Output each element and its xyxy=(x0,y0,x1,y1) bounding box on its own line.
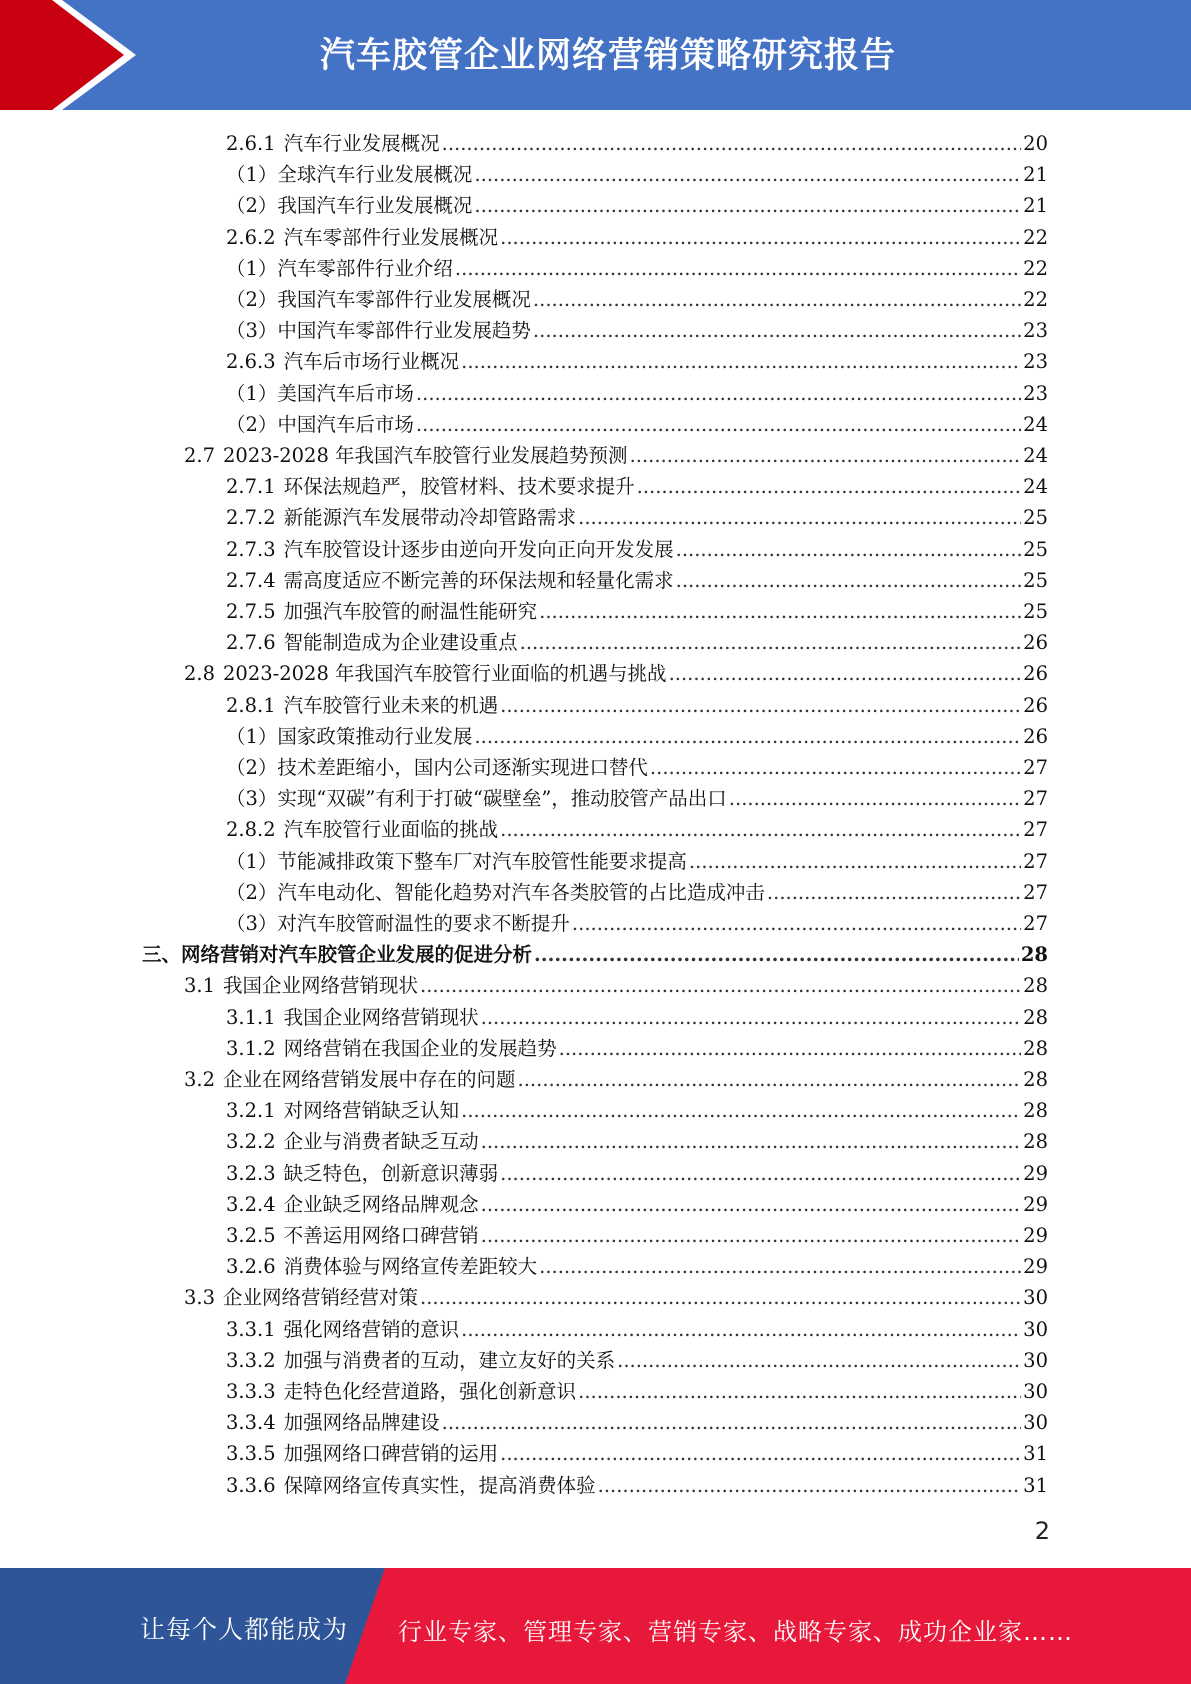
toc-entry-page: 29 xyxy=(1023,1162,1048,1185)
toc-entry-title: 我国企业网络营销现状 xyxy=(223,974,419,997)
toc-dot-leader xyxy=(455,253,1021,284)
toc-entry-title: 我国企业网络营销现状 xyxy=(283,1006,479,1029)
toc-entry-title: 保障网络宣传真实性，提高消费体验 xyxy=(283,1474,596,1497)
toc-entry-number: 2.6.2 xyxy=(226,226,276,249)
toc-entry-page: 27 xyxy=(1023,756,1048,779)
toc-entry[interactable] xyxy=(226,752,1048,783)
toc-entry-title: 企业与消费者缺乏互动 xyxy=(283,1130,479,1153)
toc-entry[interactable] xyxy=(226,1095,1048,1126)
toc-dot-leader xyxy=(416,409,1021,440)
toc-dot-leader xyxy=(481,1002,1022,1033)
toc-entry-title: 汽车胶管设计逐步由逆向开发向正向开发发展 xyxy=(283,538,674,561)
toc-entry-number: 2.7 xyxy=(184,444,216,467)
toc-entry-title: （2）我国汽车行业发展概况 xyxy=(226,194,473,217)
toc-entry-title: 企业网络营销经营对策 xyxy=(223,1286,419,1309)
toc-entry[interactable] xyxy=(226,315,1048,346)
toc-entry-title: （2）汽车电动化、智能化趋势对汽车各类胶管的占比造成冲击 xyxy=(226,881,765,904)
toc-entry[interactable] xyxy=(226,159,1048,190)
toc-entry[interactable] xyxy=(226,378,1048,409)
toc-dot-leader xyxy=(533,315,1021,346)
toc-dot-leader xyxy=(598,1470,1022,1501)
toc-entry-page: 24 xyxy=(1023,444,1048,467)
toc-dot-leader xyxy=(500,690,1021,721)
toc-entry-number: 2.7.4 xyxy=(226,569,276,592)
toc-entry-number: 3.2.3 xyxy=(226,1162,276,1185)
toc-dot-leader xyxy=(520,627,1022,658)
toc-entry-page: 27 xyxy=(1023,850,1048,873)
footer-slogan-right: 行业专家、管理专家、营销专家、战略专家、成功企业家…… xyxy=(398,1618,1073,1646)
toc-entry[interactable] xyxy=(184,970,1048,1001)
toc-entry[interactable] xyxy=(226,908,1048,939)
toc-dot-leader xyxy=(474,721,1021,752)
toc-entry-title: 汽车胶管行业未来的机遇 xyxy=(283,694,499,717)
toc-entry-number: 2.8 xyxy=(184,662,216,685)
toc-entry-page: 30 xyxy=(1023,1286,1048,1309)
toc-entry-number: 3.2.5 xyxy=(226,1224,276,1247)
toc-entry[interactable] xyxy=(184,658,1048,689)
toc-entry-number: 3.3.1 xyxy=(226,1318,276,1341)
toc-entry[interactable] xyxy=(226,627,1048,658)
toc-entry[interactable] xyxy=(226,471,1048,502)
toc-entry-page: 29 xyxy=(1023,1255,1048,1278)
toc-entry-page: 30 xyxy=(1023,1318,1048,1341)
toc-entry[interactable] xyxy=(226,814,1048,845)
toc-entry-number: 3.3.5 xyxy=(226,1442,276,1465)
toc-entry-title: （1）全球汽车行业发展概况 xyxy=(226,163,473,186)
toc-entry-page: 24 xyxy=(1023,475,1048,498)
toc-entry-title: 2023-2028 年我国汽车胶管行业发展趋势预测 xyxy=(223,444,628,467)
toc-entry-page: 21 xyxy=(1023,194,1048,217)
toc-entry-page: 26 xyxy=(1023,694,1048,717)
toc-dot-leader xyxy=(539,596,1021,627)
toc-dot-leader xyxy=(689,846,1021,877)
toc-entry-title: （3）实现“双碳”有利于打破“碳壁垒”，推动胶管产品出口 xyxy=(226,787,727,810)
toc-entry[interactable] xyxy=(226,1438,1048,1469)
toc-dot-leader xyxy=(676,534,1022,565)
toc-dot-leader xyxy=(461,1314,1021,1345)
toc-entry[interactable] xyxy=(226,1251,1048,1282)
toc-entry-number: 2.7.3 xyxy=(226,538,276,561)
toc-dot-leader xyxy=(416,378,1021,409)
toc-entry-page: 29 xyxy=(1023,1224,1048,1247)
toc-entry-title: 消费体验与网络宣传差距较大 xyxy=(283,1255,538,1278)
toc-dot-leader xyxy=(533,284,1021,315)
toc-dot-leader xyxy=(617,1345,1021,1376)
toc-dot-leader xyxy=(420,970,1021,1001)
toc-entry-title: （2）技术差距缩小，国内公司逐渐实现进口替代 xyxy=(226,756,648,779)
toc-entry[interactable] xyxy=(226,253,1048,284)
toc-entry[interactable] xyxy=(226,1158,1048,1189)
toc-entry[interactable] xyxy=(226,346,1048,377)
toc-entry-page: 31 xyxy=(1023,1474,1048,1497)
toc-entry-number: 2.8.2 xyxy=(226,818,276,841)
toc-entry[interactable] xyxy=(184,440,1048,471)
toc-dot-leader xyxy=(676,565,1022,596)
toc-entry-page: 25 xyxy=(1023,538,1048,561)
toc-entry-page: 27 xyxy=(1023,818,1048,841)
toc-entry-title: 汽车行业发展概况 xyxy=(283,132,440,155)
toc-entry-title: 新能源汽车发展带动冷却管路需求 xyxy=(283,506,577,529)
toc-entry-title: 企业缺乏网络品牌观念 xyxy=(283,1193,479,1216)
page-header xyxy=(0,0,1191,110)
toc-dot-leader xyxy=(637,471,1022,502)
toc-entry-page: 26 xyxy=(1023,662,1048,685)
toc-entry[interactable] xyxy=(226,190,1048,221)
toc-dot-leader xyxy=(767,877,1021,908)
toc-dot-leader xyxy=(534,939,1019,970)
toc-entry[interactable] xyxy=(142,939,1048,970)
toc-entry-title: （1）节能减排政策下整车厂对汽车胶管性能要求提高 xyxy=(226,850,687,873)
toc-entry-number: 2.7.5 xyxy=(226,600,276,623)
toc-entry-number: 2.7.6 xyxy=(226,631,276,654)
toc-dot-leader xyxy=(474,190,1021,221)
toc-dot-leader xyxy=(578,1376,1021,1407)
toc-dot-leader xyxy=(442,1407,1022,1438)
toc-dot-leader xyxy=(559,1033,1022,1064)
toc-entry[interactable] xyxy=(226,1220,1048,1251)
toc-entry-number: 3.3.6 xyxy=(226,1474,276,1497)
toc-entry-title: （3）对汽车胶管耐温性的要求不断提升 xyxy=(226,912,570,935)
toc-entry-page: 28 xyxy=(1023,1006,1048,1029)
toc-entry-page: 30 xyxy=(1023,1380,1048,1403)
toc-entry-title: （1）国家政策推动行业发展 xyxy=(226,725,473,748)
toc-entry-number: 3.3.4 xyxy=(226,1411,276,1434)
toc-entry-page: 22 xyxy=(1023,288,1048,311)
toc-entry[interactable] xyxy=(226,877,1048,908)
toc-dot-leader xyxy=(481,1220,1022,1251)
toc-entry-title: 三、网络营销对汽车胶管企业发展的促进分析 xyxy=(142,943,533,966)
toc-entry-number: 2.6.3 xyxy=(226,350,276,373)
toc-entry-page: 25 xyxy=(1023,569,1048,592)
toc-entry-number: 3.2.6 xyxy=(226,1255,276,1278)
toc-entry-title: 走特色化经营道路，强化创新意识 xyxy=(283,1380,577,1403)
toc-entry-page: 21 xyxy=(1023,163,1048,186)
toc-entry-page: 22 xyxy=(1023,257,1048,280)
toc-entry-page: 28 xyxy=(1020,943,1048,966)
toc-entry-title: 汽车零部件行业发展概况 xyxy=(283,226,499,249)
toc-entry-page: 25 xyxy=(1023,600,1048,623)
toc-entry-number: 3.1.2 xyxy=(226,1037,276,1060)
toc-entry[interactable] xyxy=(226,846,1048,877)
toc-entry-title: 不善运用网络口碑营销 xyxy=(283,1224,479,1247)
toc-entry[interactable] xyxy=(226,409,1048,440)
toc-entry-page: 28 xyxy=(1023,1099,1048,1122)
toc-dot-leader xyxy=(578,502,1021,533)
page-number: 2 xyxy=(1034,1517,1050,1545)
toc-dot-leader xyxy=(539,1251,1021,1282)
toc-entry-title: 加强汽车胶管的耐温性能研究 xyxy=(283,600,538,623)
toc-entry-page: 30 xyxy=(1023,1411,1048,1434)
report-title: 汽车胶管企业网络营销策略研究报告 xyxy=(319,36,896,76)
toc-entry-number: 2.7.1 xyxy=(226,475,276,498)
toc-entry-title: 2023-2028 年我国汽车胶管行业面临的机遇与挑战 xyxy=(223,662,667,685)
toc-entry-title: 需高度适应不断完善的环保法规和轻量化需求 xyxy=(283,569,674,592)
toc-entry-number: 3.3.3 xyxy=(226,1380,276,1403)
toc-entry-number: 3.1 xyxy=(184,974,216,997)
toc-entry-title: （2）中国汽车后市场 xyxy=(226,413,414,436)
toc-entry-number: 3.2.2 xyxy=(226,1130,276,1153)
footer-slogan-left: 让每个人都能成为 xyxy=(140,1615,349,1644)
toc-entry-title: 智能制造成为企业建设重点 xyxy=(283,631,518,654)
toc-entry-title: 网络营销在我国企业的发展趋势 xyxy=(283,1037,557,1060)
toc-entry-number: 3.2.4 xyxy=(226,1193,276,1216)
toc-entry-page: 28 xyxy=(1023,1037,1048,1060)
toc-entry-title: 缺乏特色，创新意识薄弱 xyxy=(283,1162,499,1185)
toc-entry[interactable] xyxy=(226,1126,1048,1157)
toc-entry-number: 2.7.2 xyxy=(226,506,276,529)
toc-dot-leader xyxy=(500,1438,1021,1469)
toc-entry-title: 对网络营销缺乏认知 xyxy=(283,1099,460,1122)
toc-entry-title: 强化网络营销的意识 xyxy=(283,1318,460,1341)
toc-entry-title: 加强网络品牌建设 xyxy=(283,1411,440,1434)
toc-dot-leader xyxy=(630,440,1022,471)
toc-dot-leader xyxy=(500,1158,1021,1189)
toc-entry-title: （2）我国汽车零部件行业发展概况 xyxy=(226,288,531,311)
toc-entry-title: （1）美国汽车后市场 xyxy=(226,382,414,405)
toc-entry[interactable] xyxy=(226,1314,1048,1345)
toc-entry[interactable] xyxy=(226,1407,1048,1438)
toc-entry-page: 24 xyxy=(1023,413,1048,436)
toc-dot-leader xyxy=(461,1095,1021,1126)
toc-entry-page: 20 xyxy=(1023,132,1048,155)
toc-entry-title: 加强与消费者的互动，建立友好的关系 xyxy=(283,1349,616,1372)
toc-entry-page: 28 xyxy=(1023,1130,1048,1153)
toc-dot-leader xyxy=(650,752,1021,783)
page-footer xyxy=(0,1568,1191,1684)
toc-dot-leader xyxy=(420,1282,1021,1313)
toc-entry[interactable] xyxy=(226,222,1048,253)
toc-entry-title: （1）汽车零部件行业介绍 xyxy=(226,257,453,280)
toc-entry[interactable] xyxy=(226,128,1048,159)
toc-entry-page: 28 xyxy=(1023,1068,1048,1091)
toc-entry-title: 环保法规趋严，胶管材料、技术要求提升 xyxy=(283,475,635,498)
toc-entry-page: 30 xyxy=(1023,1349,1048,1372)
toc-dot-leader xyxy=(500,814,1021,845)
toc-entry[interactable] xyxy=(226,721,1048,752)
toc-dot-leader xyxy=(500,222,1021,253)
toc-entry[interactable] xyxy=(226,534,1048,565)
toc-entry[interactable] xyxy=(226,783,1048,814)
toc-entry-number: 2.8.1 xyxy=(226,694,276,717)
toc-entry[interactable] xyxy=(226,690,1048,721)
toc-dot-leader xyxy=(572,908,1021,939)
toc-entry[interactable] xyxy=(226,596,1048,627)
toc-entry-page: 31 xyxy=(1023,1442,1048,1465)
toc-entry[interactable] xyxy=(226,565,1048,596)
toc-entry[interactable] xyxy=(226,1345,1048,1376)
toc-entry-title: （3）中国汽车零部件行业发展趋势 xyxy=(226,319,531,342)
toc-entry-number: 3.1.1 xyxy=(226,1006,276,1029)
toc-entry-page: 25 xyxy=(1023,506,1048,529)
toc-entry-number: 3.2 xyxy=(184,1068,216,1091)
toc-dot-leader xyxy=(461,346,1021,377)
toc-entry-title: 汽车后市场行业概况 xyxy=(283,350,460,373)
toc-dot-leader xyxy=(729,783,1021,814)
toc-entry[interactable] xyxy=(184,1064,1048,1095)
toc-entry-page: 22 xyxy=(1023,226,1048,249)
toc-entry[interactable] xyxy=(226,1189,1048,1220)
toc-dot-leader xyxy=(669,658,1022,689)
toc-entry-page: 23 xyxy=(1023,382,1048,405)
toc-entry[interactable] xyxy=(226,1470,1048,1501)
toc-dot-leader xyxy=(481,1126,1022,1157)
toc-entry-title: 加强网络口碑营销的运用 xyxy=(283,1442,499,1465)
toc-entry-page: 23 xyxy=(1023,350,1048,373)
toc-entry-page: 23 xyxy=(1023,319,1048,342)
toc-dot-leader xyxy=(518,1064,1022,1095)
toc-entry[interactable] xyxy=(226,1002,1048,1033)
toc-entry[interactable] xyxy=(226,502,1048,533)
toc-entry-page: 28 xyxy=(1023,974,1048,997)
toc-entry-page: 26 xyxy=(1023,725,1048,748)
toc-entry[interactable] xyxy=(184,1282,1048,1313)
toc-dot-leader xyxy=(442,128,1022,159)
toc-entry-number: 3.2.1 xyxy=(226,1099,276,1122)
toc-entry[interactable] xyxy=(226,1376,1048,1407)
toc-entry-page: 27 xyxy=(1023,881,1048,904)
toc-entry-number: 3.3.2 xyxy=(226,1349,276,1372)
toc-entry-page: 29 xyxy=(1023,1193,1048,1216)
toc-entry[interactable] xyxy=(226,284,1048,315)
toc-entry-title: 汽车胶管行业面临的挑战 xyxy=(283,818,499,841)
toc-dot-leader xyxy=(481,1189,1022,1220)
toc-entry-page: 27 xyxy=(1023,787,1048,810)
toc-entry-page: 26 xyxy=(1023,631,1048,654)
toc-entry-number: 2.6.1 xyxy=(226,132,276,155)
toc-entry-title: 企业在网络营销发展中存在的问题 xyxy=(223,1068,516,1091)
toc-entry-number: 3.3 xyxy=(184,1286,216,1309)
toc-dot-leader xyxy=(474,159,1021,190)
toc-entry[interactable] xyxy=(226,1033,1048,1064)
toc-entry-page: 27 xyxy=(1023,912,1048,935)
